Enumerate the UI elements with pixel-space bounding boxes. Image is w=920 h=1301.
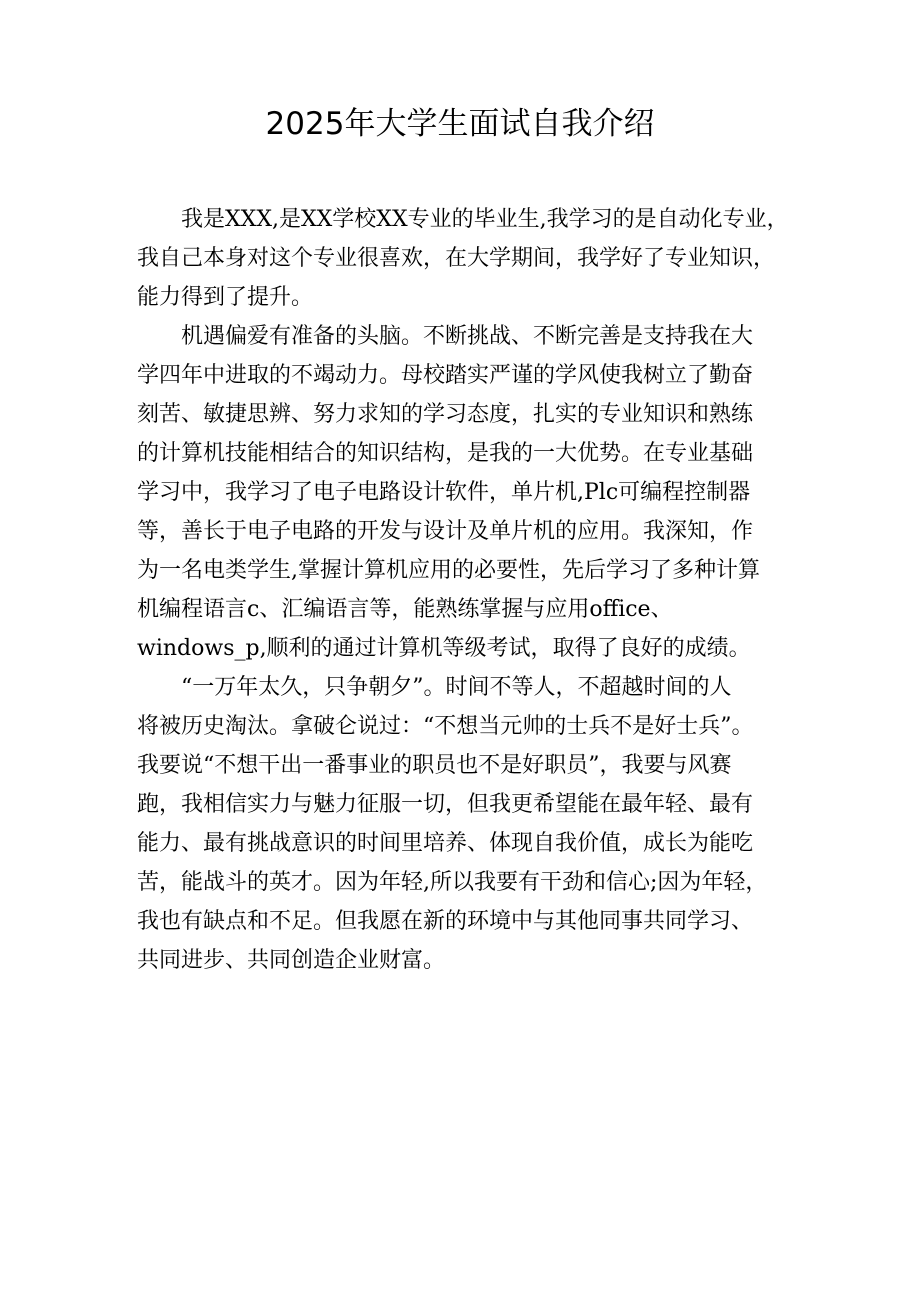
text-line: 苦，能战斗的英才。因为年轻,所以我要有干劲和信心;因为年轻， — [137, 870, 768, 895]
text-line: 学四年中进取的不竭动力。母校踏实严谨的学风使我树立了勤奋 — [137, 363, 754, 388]
paragraph-3 — [137, 668, 807, 980]
text-line: 我也有缺点和不足。但我愿在新的环境中与其他同事共同学习、 — [137, 909, 754, 934]
paragraph-2 — [137, 317, 807, 668]
text-line: 跑，我相信实力与魅力征服一切，但我更希望能在最年轻、最有 — [137, 792, 754, 817]
text-line: 我要说“不想干出一番事业的职员也不是好职员”，我要与风赛 — [137, 753, 732, 778]
text-line: 能力得到了提升。 — [137, 285, 314, 310]
text-line: 我自己本身对这个专业很喜欢，在大学期间，我学好了专业知识， — [137, 246, 776, 271]
text-line: 为一名电类学生,掌握计算机应用的必要性，先后学习了多种计算 — [137, 558, 760, 583]
text-line: 能力、最有挑战意识的时间里培养、体现自我价值，成长为能吃 — [137, 831, 754, 856]
text-line: 机遇偏爱有准备的头脑。不断挑战、不断完善是支持我在大 — [181, 324, 754, 349]
text-line: 刻苦、敏捷思辨、努力求知的学习态度，扎实的专业知识和熟练 — [137, 402, 754, 427]
document-body — [137, 200, 807, 980]
paragraph-1 — [137, 200, 807, 317]
text-line: 机编程语言c、汇编语言等，能熟练掌握与应用office、 — [137, 597, 673, 622]
text-line: 将被历史淘汰。拿破仑说过：“不想当元帅的士兵不是好士兵”。 — [137, 714, 754, 739]
text-line: 我是XXX,是XX学校XX专业的毕业生,我学习的是自动化专业， — [181, 207, 789, 232]
text-line: “一万年太久，只争朝夕”。时间不等人，不超越时间的人 — [181, 675, 732, 700]
text-line: 等，善长于电子电路的开发与设计及单片机的应用。我深知，作 — [137, 519, 754, 544]
text-line: windows_p,顺利的通过计算机等级考试，取得了良好的成绩。 — [137, 636, 751, 661]
text-line: 学习中，我学习了电子电路设计软件，单片机,Plc可编程控制器 — [137, 480, 751, 505]
text-line: 的计算机技能相结合的知识结构，是我的一大优势。在专业基础 — [137, 441, 754, 466]
text-line: 共同进步、共同创造企业财富。 — [137, 948, 446, 973]
document-title: 2025年大学生面试自我介绍 — [265, 106, 655, 142]
